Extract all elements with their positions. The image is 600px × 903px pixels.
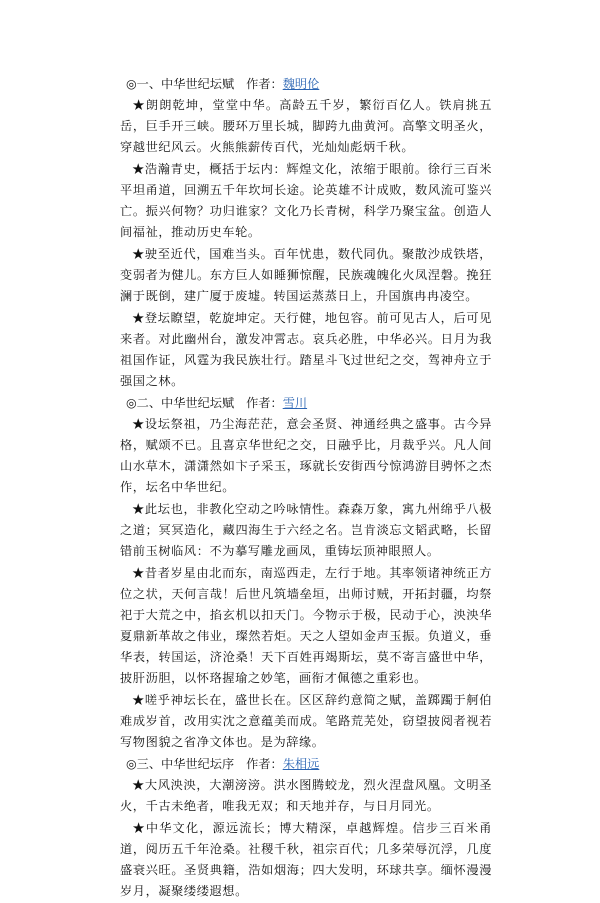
paragraph-text: ★设坛祭祖，乃尘海茫茫，意会圣贤、神通经典之盛事。古今异格，赋颂不已。且喜京华世纪之交，日融乎比，月裁乎兴。凡人间山水草木，潇潇然如卞子采玉，琢就长安街西兮惊鸿游目骋怀之杰作，坛名中华世纪。 — [120, 417, 492, 494]
paragraph-text: ★登坛瞭望，乾旋坤定。天行健，地包容。前可见古人，后可见来者。对此幽州台，激发冲霄志。哀兵必胜，中华必兴。日月为我祖国作证，风霆为我民族壮行。踏星斗飞过世纪之交，驾神舟立于强国之林。 — [120, 311, 492, 388]
author-link[interactable]: 魏明伦 — [282, 77, 320, 91]
paragraph — [120, 308, 492, 392]
section-2 — [120, 393, 492, 753]
paragraph-text: ★大风泱泱，大潮滂滂。洪水图腾蛟龙，烈火涅盘风凰。文明圣火，千古未绝者，唯我无双；和天地并存，与日月同光。 — [120, 778, 492, 813]
paragraph — [120, 414, 492, 498]
author-link[interactable]: 朱相远 — [282, 757, 320, 771]
paragraph — [120, 775, 492, 817]
section-heading — [120, 74, 492, 95]
paragraph-text: ★朗朗乾坤，堂堂中华。高龄五千岁，繁衍百亿人。铁肩挑五岳，巨手开三峡。腰环万里长城，脚跨九曲黄河。高擎文明圣火，穿越世纪风云。火熊熊薪传百代，光灿灿彪炳千秋。 — [120, 98, 492, 154]
paragraph — [120, 690, 492, 753]
author-link[interactable]: 雪川 — [282, 396, 308, 410]
section-1 — [120, 74, 492, 392]
paragraph — [120, 818, 492, 902]
paragraph — [120, 159, 492, 243]
paragraph-text: ★昔者岁星由北而东，南巡西走，左行于地。其率领诸神统正方位之状，天何言哉！后世凡筑墙垒垣，出师讨贼，开拓封疆，均祭祀于大荒之中，掐玄机以扣天门。今物示于极，民动于心，泱泱华夏鼎新革故之伟业，璨然若炬。天之人望如金声玉振。负道义，垂华表，转国运，济沧桑！天下百姓再竭斯坛，莫不寄言盛世中华，披肝沥胆，以怀珞握瑜之妙笔，画衔才佩德之重彩也。 — [120, 566, 492, 685]
author-label: 作者： — [246, 77, 283, 91]
paragraph-text: ★此坛也，非教化空动之吟咏情性。森森万象，寓九州绵乎八极之道；冥冥造化，藏四海生于六经之名。岂肯淡忘文韬武略，长留错前玉树临风：不为摹写雕龙画凤，重铸坛顶神眼照人。 — [120, 502, 492, 558]
section-title-text: ◎三、中华世纪坛序 — [126, 757, 235, 771]
author-label: 作者： — [246, 396, 283, 410]
paragraph — [120, 563, 492, 689]
section-heading — [120, 393, 492, 414]
paragraph-text: ★驶至近代，国难当头。百年忧患，数代同仇。聚散沙成铁塔，变弱者为健儿。东方巨人如睡狮惊醒，民族魂魄化火凤涅磐。挽狂澜于既倒，建广厦于废墟。转国运蒸蒸日上，升国旗冉冉凌空。 — [120, 247, 492, 303]
section-heading — [120, 754, 492, 775]
paragraph — [120, 95, 492, 158]
section-3 — [120, 754, 492, 902]
paragraph-text: ★嗟乎神坛长在，盛世长在。区区辞约意简之赋，盖踯躅于舸伯难成岁首，改用实沈之意蕴美而成。笔路荒芜处，窃望披阅者视若写物图貌之省净文体也。是为辞缘。 — [120, 693, 492, 749]
section-title-text: ◎二、中华世纪坛赋 — [126, 396, 235, 410]
section-title-text: ◎一、中华世纪坛赋 — [126, 77, 235, 91]
paragraph-text: ★中华文化，源远流长；博大精深，卓越辉煌。信步三百米甬道，阅历五千年沧桑。社稷千秋，祖宗百代；几多荣辱沉浮，几度盛衰兴旺。圣贤典籍，浩如烟海；四大发明，环球共享。缅怀漫漫岁月，凝聚缕缕遐想。 — [120, 821, 492, 898]
paragraph — [120, 244, 492, 307]
paragraph-text: ★浩瀚青史，概括于坛内：辉煌文化，浓缩于眼前。徐行三百米平坦甬道，回溯五千年坎坷长途。论英雄不计成败，数风流可鉴兴亡。振兴何物？功归谁家？文化乃长青树，科学乃聚宝盆。创造人间福祉，推动历史车轮。 — [120, 162, 492, 239]
author-label: 作者： — [246, 757, 283, 771]
document-body — [120, 74, 492, 903]
paragraph — [120, 499, 492, 562]
